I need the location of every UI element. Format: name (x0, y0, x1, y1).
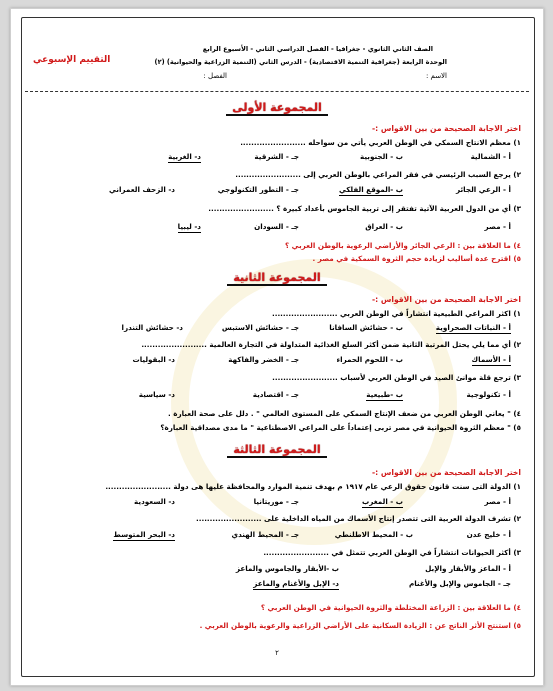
g2-q1-option-c: جـ - حشائش الاستبس (221, 323, 299, 332)
g1-question4: ٤) ما العلاقة بين : الرعي الجائر والأراضي الرعوية بالوطن العربي ؟ (285, 241, 521, 250)
g2-question1: ١) اكثر المراعي الطبيعية انتشاراً في الوطن العربي ........................ (271, 309, 521, 318)
g1-q1-option-c: جـ - الشرقية (254, 152, 299, 161)
group3-instruction: اختر الاجابة الصحيحة من بين الاقواس :- (372, 468, 521, 477)
g2-q1-option-a: أ - النباتات الصحراوية (435, 323, 511, 332)
g2-q2-option-d: د- البقوليات (132, 355, 175, 364)
g2-q2-option-a: أ - الأسماك (471, 355, 511, 364)
g1-q2-option-d: د- الزحف العمراني (109, 185, 175, 194)
g3-question2: ٢) تشرف الدولة العربية التى تتصدر إنتاج الأسماك من المياه الداخلية على ........................ (196, 514, 521, 523)
g1-q1-option-d: د- الغربية (168, 152, 201, 161)
g1-q1-option-a: أ - الشمالية (470, 152, 511, 161)
g3-question5: ٥) استنتج الأثر الناتج عن : الزيادة السكانية على الأراضي الزراعية والرعوية بالوطن العربي . (199, 621, 521, 630)
g2-q2-options (29, 355, 521, 365)
group2-instruction: اختر الاجابة الصحيحة من بين الاقواس :- (372, 295, 521, 304)
name-label: الاسم : (425, 72, 447, 80)
header-divider (25, 91, 529, 92)
g1-q1-options (29, 152, 521, 162)
g1-q3-option-c: جـ - السودان (254, 222, 299, 231)
g3-q3-options-row1 (29, 564, 521, 574)
group1-instruction: اختر الاجابة الصحيحة من بين الاقواس :- (372, 124, 521, 133)
g1-question2: ٢) يرجع السبب الرئيسي في فقر المراعي بالوطن العربي إلى ........................ (235, 170, 521, 179)
g3-q2-option-c: جـ - المحيط الهندي (231, 530, 299, 539)
g2-question3: ٣) ترجع قلة موانئ الصيد في الوطن العربي لأسباب ........................ (272, 373, 521, 382)
g3-q3-option-b: ب -الأبقار والجاموس والماعز (235, 564, 339, 573)
g2-question4: ٤) " يعاني الوطن العربي من ضعف الإنتاج السمكي على المستوى العالمي " . دلل على صحة العبارة . (168, 409, 521, 418)
g3-q2-options (29, 530, 521, 540)
g3-q2-option-a: أ - خليج عدن (466, 530, 511, 539)
g3-q3-option-c: جـ - الجاموس والإبل والأغنام (408, 579, 511, 588)
g1-question1: ١) معظم الانتاج السمكي في الوطن العربي يأتي من سواحله ........................ (240, 138, 521, 147)
g3-q1-option-d: د- السعودية (134, 497, 175, 506)
header-line2: الوحدة الرابعة (جغرافية التنمية الاقتصادية) - الدرس الثاني (التنمية الزراعية والحيوانية) (٢) (154, 58, 447, 66)
g3-q1-options (29, 497, 521, 507)
g3-q1-option-a: أ - مصر (484, 497, 511, 506)
g1-q3-option-b: ب - العراق (365, 222, 403, 231)
g1-question5: ٥) اقترح عدة أساليب لزيادة حجم الثروة السمكية في مصر . (312, 254, 521, 263)
g2-q3-option-a: أ - تكنولوجية (466, 390, 511, 399)
group1-title: المجموعة الأولى (11, 101, 543, 116)
g2-q1-option-b: ب - حشائش السافانا (329, 323, 403, 332)
g2-question2: ٢) أي مما يلي يحتل المرتبة الثانية ضمن أكثر السلع الغذائية المتداولة في التجارة العالمية ........................ (141, 340, 521, 349)
class-label: الفصل : (203, 72, 227, 80)
g3-question3: ٣) أكثر الحيوانات انتشاراً في الوطن العربي تتمثل في ........................ (263, 548, 521, 557)
g3-question4: ٤) ما العلاقة بين : الزراعة المختلطة والثروة الحيوانية في الوطن العربي ؟ (260, 603, 521, 612)
g2-q1-options (29, 323, 521, 333)
group2-title: المجموعة الثانية (11, 271, 543, 286)
page-number: ٢ (275, 649, 279, 657)
g1-q3-option-a: أ - مصر (484, 222, 511, 231)
g3-q1-option-c: جـ - موريتانيا (253, 497, 299, 506)
g1-q2-option-b: ب -الموقع الفلكي (338, 185, 403, 194)
group3-title: المجموعة الثالثة (11, 443, 543, 458)
g1-q2-option-c: جـ - التطور التكنولوجي (217, 185, 299, 194)
g3-q2-option-b: ب - المحيط الاطلنطي (334, 530, 413, 539)
header-line1: الصف الثاني الثانوي - جغرافيا - الفصل الدراسي الثاني - الأسبوع الرابع (202, 45, 433, 53)
g3-q3-option-d: د- الإبل والأغنام والماعز (253, 579, 339, 588)
g3-question1: ١) الدولة التى سنت قانون حقوق الرعي عام ١٩١٧ م بهدف تنمية الموارد والمحافظة عليها هى دولة ........................ (105, 482, 521, 491)
g3-q3-option-a: أ - الماعز والأبقار والإبل (425, 564, 511, 573)
g2-q3-option-b: ب -طبيعية (366, 390, 403, 399)
weekly-assessment-title: التقييم الإسبوعي (33, 55, 111, 65)
g3-q3-options-row2 (29, 579, 521, 589)
g1-q3-options (29, 222, 521, 232)
g2-q1-option-d: د- حشائش التندرا (121, 323, 183, 332)
g1-question3: ٣) أي من الدول العربية الآتية تفتقر إلى تربية الجاموس بأعداد كبيرة ؟ ........................ (208, 204, 521, 213)
g2-q2-option-c: جـ - الخضر والفاكهة (228, 355, 299, 364)
g3-q1-option-b: ب - المغرب (362, 497, 403, 506)
g1-q3-option-d: د- ليبيا (177, 222, 201, 231)
g2-question5: ٥) " معظم الثروة الحيوانية في مصر تربى إعتماداً على المراعي الاصطناعية " ما مدى مصداقية العبارة؟ (160, 423, 521, 432)
g2-q2-option-b: ب - اللحوم الحمراء (336, 355, 403, 364)
g2-q3-option-d: د- سياسية (138, 390, 175, 399)
g1-q2-options (29, 185, 521, 195)
g1-q1-option-b: ب - الجنوبية (360, 152, 403, 161)
g2-q3-option-c: جـ - اقتصادية (252, 390, 299, 399)
g3-q2-option-d: د- البحر المتوسط (113, 530, 175, 539)
g1-q2-option-a: أ - الرعي الجائر (456, 185, 511, 194)
worksheet-page (10, 8, 544, 686)
g2-q3-options (29, 390, 521, 400)
